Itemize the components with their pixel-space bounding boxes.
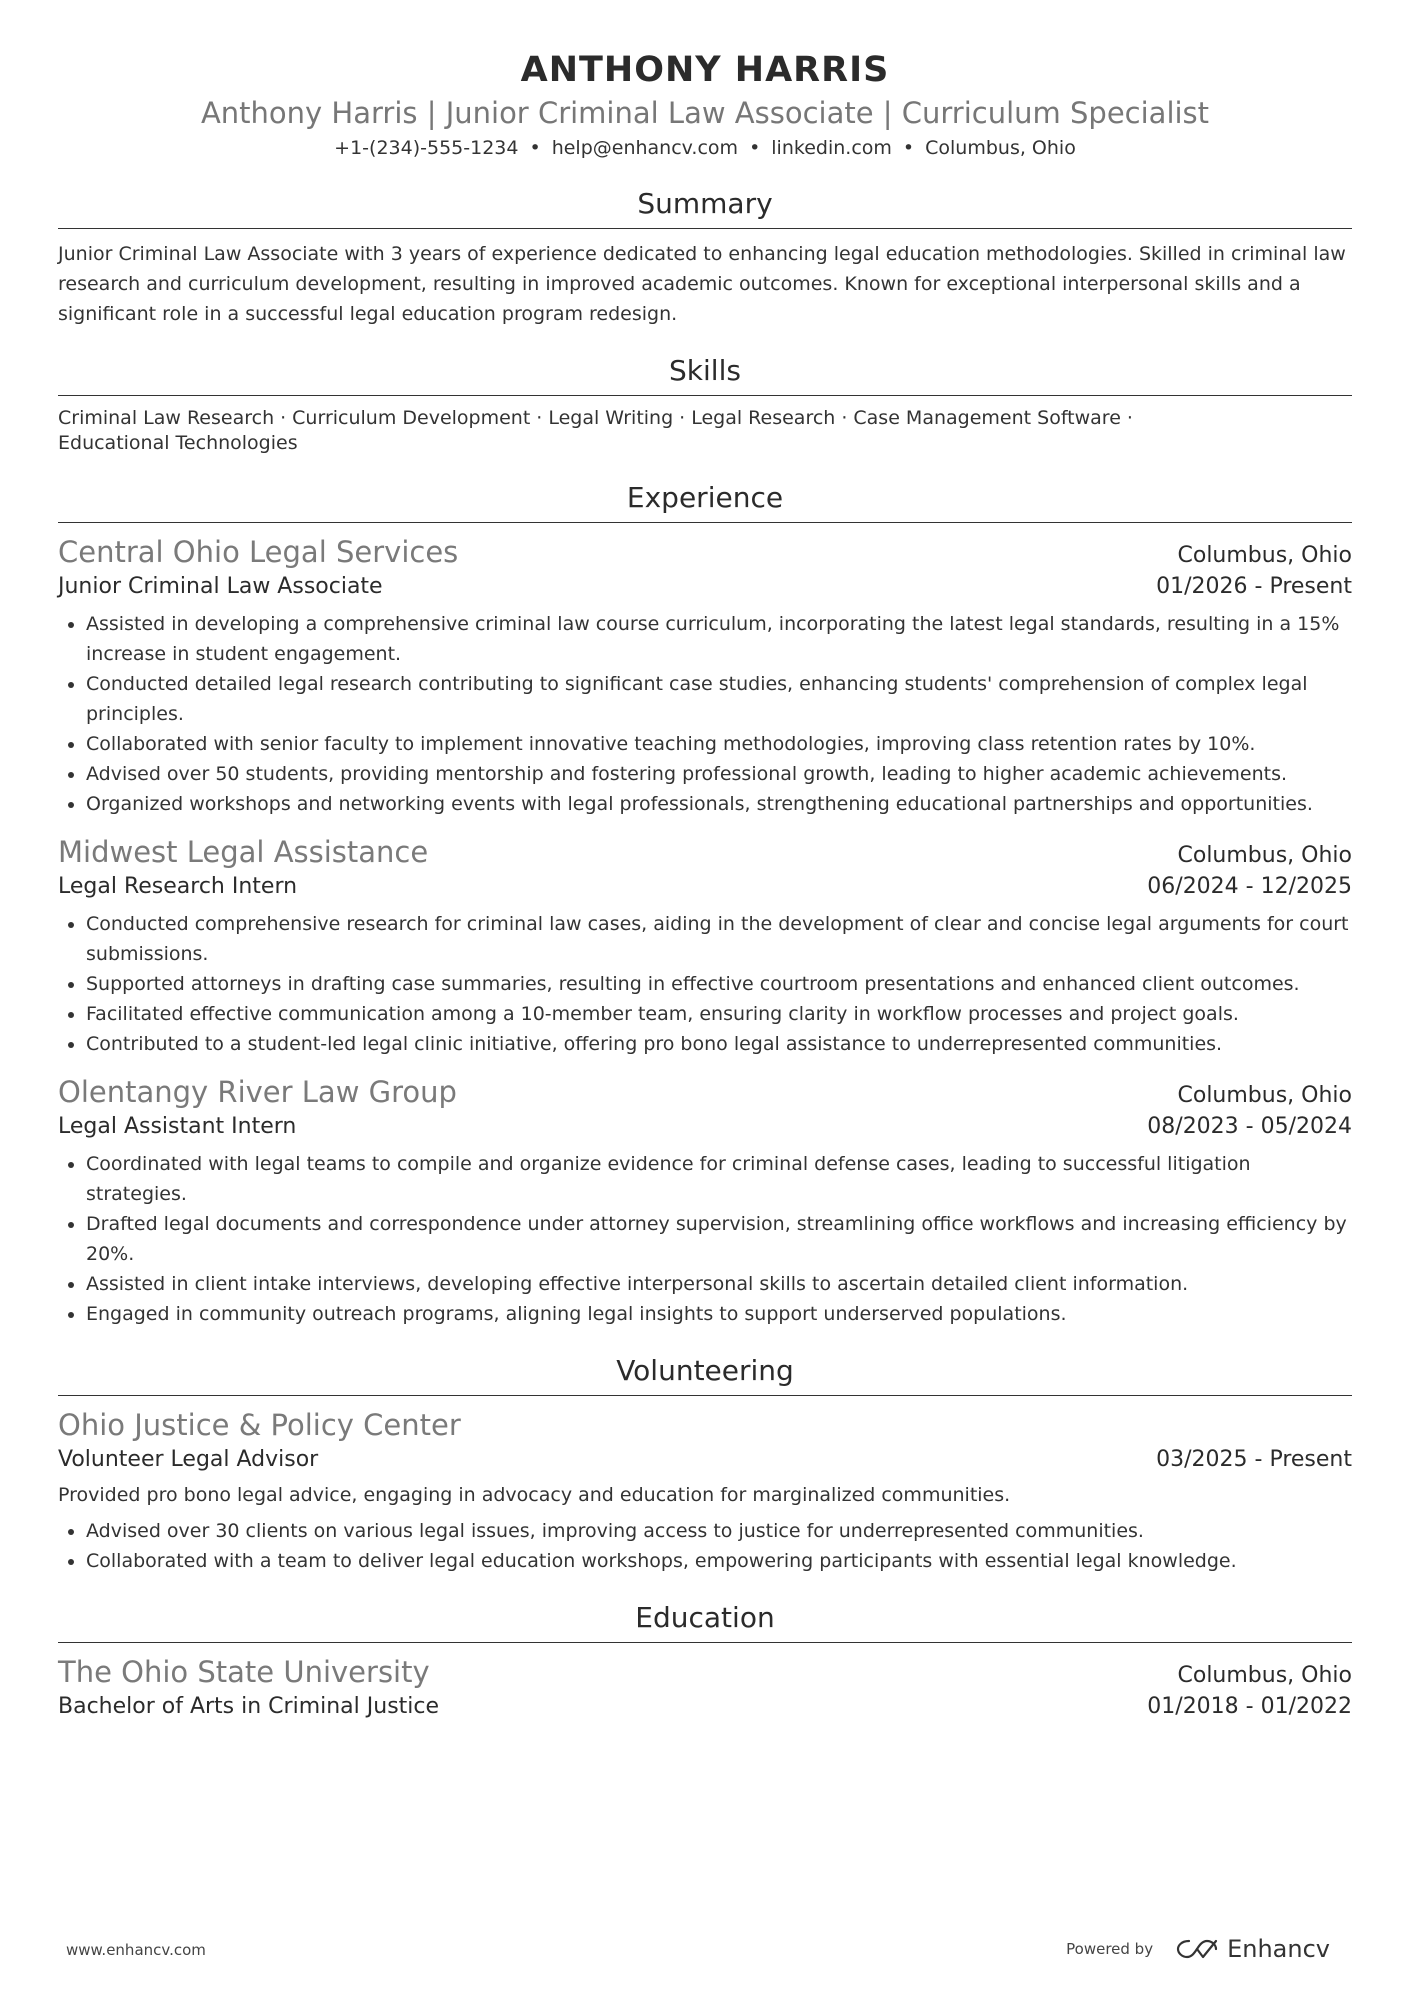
section-divider xyxy=(58,1395,1352,1396)
skill-item: Educational Technologies xyxy=(58,432,298,454)
contact-phone: +1-(234)-555-1234 xyxy=(334,137,519,159)
education-entry xyxy=(58,1653,1352,1723)
skill-item: Legal Writing xyxy=(548,407,674,429)
achievement-item: • Collaborated with senior faculty to implement innovative teaching methodologies, improving class retention rates by 10%. xyxy=(86,729,1352,759)
page-footer xyxy=(0,1935,1410,1967)
volunteering-entry xyxy=(58,1406,1352,1576)
achievement-item: • Conducted detailed legal research contributing to significant case studies, enhancing students' comprehension of complex legal principles. xyxy=(86,669,1352,729)
company-name: Midwest Legal Assistance xyxy=(58,835,429,869)
achievement-item: • Engaged in community outreach programs, aligning legal insights to support underserved populations. xyxy=(86,1299,1352,1329)
volunteer-role: Volunteer Legal Advisor xyxy=(58,1447,319,1472)
job-location: Columbus, Ohio xyxy=(1177,843,1352,868)
school-name: The Ohio State University xyxy=(58,1655,430,1689)
section-title: Skills xyxy=(669,354,741,387)
job-title: Legal Research Intern xyxy=(58,874,298,899)
achievement-list xyxy=(58,1149,1352,1329)
skill-item: Case Management Software xyxy=(853,407,1121,429)
enhancv-brand-name: Enhancv xyxy=(1227,1935,1330,1963)
footer-website-link[interactable]: www.enhancv.com xyxy=(66,1941,206,1959)
achievement-item: • Supported attorneys in drafting case summaries, resulting in effective courtroom presentations and enhanced client outcomes. xyxy=(86,969,1352,999)
volunteering-section xyxy=(58,1353,1352,1576)
experience-section xyxy=(58,480,1352,1329)
achievement-item: • Drafted legal documents and correspondence under attorney supervision, streamlining office workflows and increasing efficiency by 20%. xyxy=(86,1209,1352,1269)
volunteer-description: Provided pro bono legal advice, engaging in advocacy and education for marginalized communities. xyxy=(58,1484,1011,1506)
job-title: Legal Assistant Intern xyxy=(58,1114,297,1139)
candidate-name: ANTHONY HARRIS xyxy=(520,50,890,90)
skills-section xyxy=(58,353,1352,456)
job-dates: 08/2023 - 05/2024 xyxy=(1147,1114,1352,1139)
achievement-item: • Collaborated with a team to deliver legal education workshops, empowering participants with essential legal knowledge. xyxy=(86,1546,1352,1576)
education-dates: 01/2018 - 01/2022 xyxy=(1147,1694,1352,1719)
achievement-item: • Contributed to a student-led legal clinic initiative, offering pro bono legal assistance to underrepresented communities. xyxy=(86,1029,1352,1059)
section-title: Education xyxy=(635,1601,775,1634)
degree-name: Bachelor of Arts in Criminal Justice xyxy=(58,1694,440,1719)
achievement-item: • Advised over 30 clients on various legal issues, improving access to justice for underrepresented communities. xyxy=(86,1516,1352,1546)
education-section xyxy=(58,1600,1352,1723)
powered-by[interactable] xyxy=(1066,1935,1330,1963)
contact-email[interactable]: help@enhancv.com xyxy=(551,137,739,159)
contact-separator: • xyxy=(902,137,915,159)
achievement-list xyxy=(58,909,1352,1059)
experience-entry xyxy=(58,533,1352,819)
skill-item: Criminal Law Research xyxy=(58,407,275,429)
section-title: Volunteering xyxy=(616,1354,794,1387)
achievement-item: • Facilitated effective communication among a 10-member team, ensuring clarity in workflow processes and project goals. xyxy=(86,999,1352,1029)
skill-separator: · xyxy=(1126,407,1133,429)
achievement-list xyxy=(58,1516,1352,1576)
volunteer-dates: 03/2025 - Present xyxy=(1156,1447,1352,1472)
organization-name: Ohio Justice & Policy Center xyxy=(58,1408,461,1442)
contact-linkedin[interactable]: linkedin.com xyxy=(771,137,892,159)
powered-by-label: Powered by xyxy=(1066,1940,1154,1958)
achievement-item: • Assisted in developing a comprehensive criminal law course curriculum, incorporating the latest legal standards, resulting in a 15% increase in student engagement. xyxy=(86,609,1352,669)
skill-item: Legal Research xyxy=(691,407,836,429)
section-title: Summary xyxy=(637,187,773,220)
company-name: Central Ohio Legal Services xyxy=(58,535,459,569)
job-dates: 06/2024 - 12/2025 xyxy=(1147,874,1352,899)
contact-separator: • xyxy=(529,137,541,159)
section-divider xyxy=(58,1642,1352,1643)
school-location: Columbus, Ohio xyxy=(1177,1663,1352,1688)
achievement-list xyxy=(58,609,1352,819)
resume-header xyxy=(58,48,1352,162)
achievement-item: • Conducted comprehensive research for criminal law cases, aiding in the development of clear and concise legal arguments for court submissions. xyxy=(86,909,1352,969)
achievement-item: • Coordinated with legal teams to compile and organize evidence for criminal defense cases, leading to successful litigation strategies. xyxy=(86,1149,1352,1209)
section-divider xyxy=(58,395,1352,396)
summary-section xyxy=(58,186,1352,329)
experience-entry xyxy=(58,1073,1352,1329)
job-dates: 01/2026 - Present xyxy=(1156,574,1352,599)
section-title: Experience xyxy=(626,481,784,514)
skill-separator: · xyxy=(679,407,686,429)
section-divider xyxy=(58,228,1352,229)
job-location: Columbus, Ohio xyxy=(1177,543,1352,568)
skill-separator: · xyxy=(841,407,848,429)
summary-text: Junior Criminal Law Associate with 3 years of experience dedicated to enhancing legal education methodologies. Skilled in criminal law research and curriculum development, resulting in improved academic outcomes. Known for exceptional interpersonal skills and a significant role in a successful legal education program redesign. xyxy=(58,243,1346,325)
contact-separator: • xyxy=(749,137,761,159)
achievement-item: • Organized workshops and networking events with legal professionals, strengthening educational partnerships and opportunities. xyxy=(86,789,1352,819)
company-name: Olentangy River Law Group xyxy=(58,1075,457,1109)
skill-item: Curriculum Development xyxy=(292,407,531,429)
skill-separator: · xyxy=(280,407,287,429)
experience-entry xyxy=(58,833,1352,1059)
contact-location: Columbus, Ohio xyxy=(925,137,1076,159)
skill-separator: · xyxy=(536,407,543,429)
job-location: Columbus, Ohio xyxy=(1177,1083,1352,1108)
achievement-item: • Advised over 50 students, providing mentorship and fostering professional growth, leading to higher academic achievements. xyxy=(86,759,1352,789)
contact-line xyxy=(58,134,1352,162)
candidate-subtitle: Anthony Harris | Junior Criminal Law Associate | Curriculum Specialist xyxy=(200,96,1210,130)
enhancv-logo-icon xyxy=(1175,1936,1219,1962)
job-title: Junior Criminal Law Associate xyxy=(58,574,383,599)
achievement-item: • Assisted in client intake interviews, developing effective interpersonal skills to ascertain detailed client information. xyxy=(86,1269,1352,1299)
skills-list xyxy=(58,406,1352,456)
section-divider xyxy=(58,522,1352,523)
